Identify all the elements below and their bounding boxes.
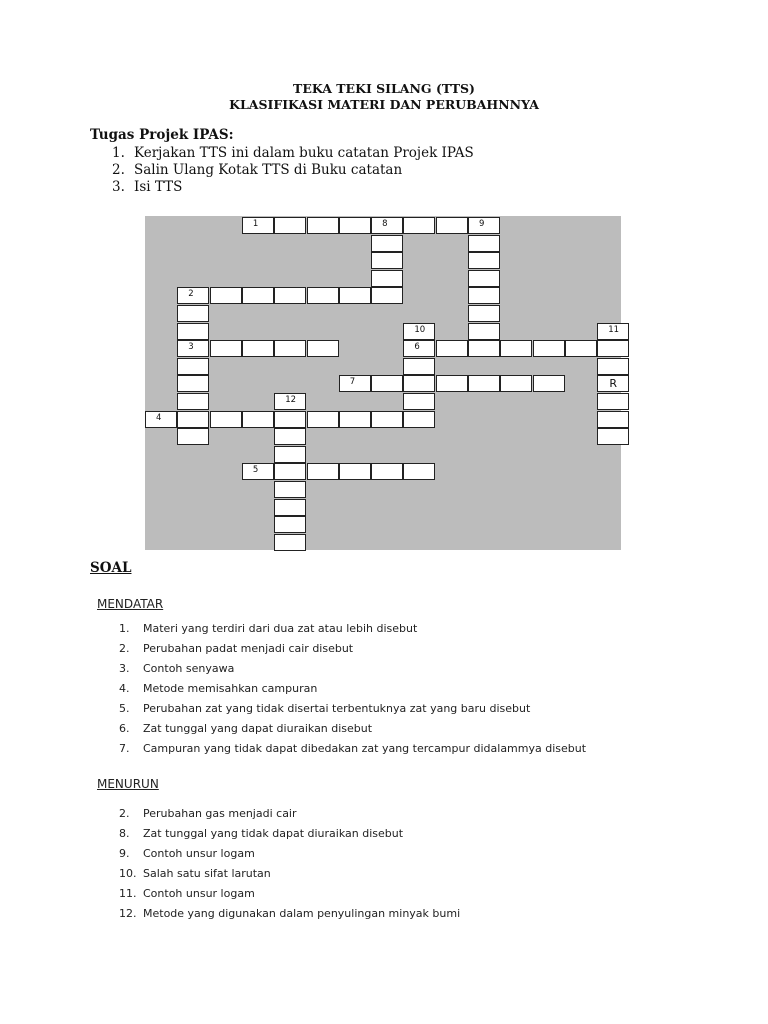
- crossword-cell: [468, 217, 500, 234]
- crossword-cell: [597, 393, 629, 410]
- crossword-cell: [210, 287, 242, 304]
- crossword-cell: [339, 411, 371, 428]
- crossword-cell: [274, 340, 306, 357]
- crossword-cell: [339, 375, 371, 392]
- clue-number: 1.: [119, 622, 130, 635]
- crossword-cell: [210, 340, 242, 357]
- clue-number-label: 5: [252, 465, 259, 476]
- clue-number: 10.: [119, 867, 137, 880]
- clue-text: Contoh senyawa: [143, 662, 235, 675]
- crossword-cell: [177, 428, 209, 445]
- crossword-cell: [177, 323, 209, 340]
- crossword-cell: [242, 217, 274, 234]
- clue-number: 6.: [119, 722, 130, 735]
- clue-text: Contoh unsur logam: [143, 887, 255, 900]
- crossword-cell: [242, 287, 274, 304]
- crossword-cell: [597, 411, 629, 428]
- clue-across: [119, 642, 353, 655]
- clue-number-label: 1: [252, 219, 259, 229]
- clue-text: Materi yang terdiri dari dua zat atau lebih disebut: [143, 622, 418, 635]
- soal-heading: SOAL: [90, 560, 132, 576]
- crossword-cell: [274, 217, 306, 234]
- crossword-cell: [436, 375, 468, 392]
- crossword-cell: [274, 534, 306, 551]
- crossword-cell: [533, 340, 565, 357]
- crossword-cell: [274, 446, 306, 463]
- task-number: 1.: [112, 145, 125, 161]
- clue-text: Perubahan zat yang tidak disertai terbentuknya zat yang baru disebut: [143, 702, 531, 715]
- clue-across: [119, 622, 417, 635]
- crossword-cell: [403, 340, 435, 357]
- crossword-cell: [177, 411, 209, 428]
- crossword-cell: [274, 463, 306, 480]
- crossword-cell: [533, 375, 565, 392]
- crossword-cell: [468, 305, 500, 322]
- crossword-cell: [339, 217, 371, 234]
- clue-across: [119, 702, 530, 715]
- crossword-cell: [210, 411, 242, 428]
- clue-text: Campuran yang tidak dapat dibedakan zat yang tercampur didalammya disebut: [143, 742, 587, 755]
- clue-number-label: 6: [414, 342, 420, 353]
- clue-text: Zat tunggal yang dapat diuraikan disebut: [143, 722, 373, 735]
- task-text: Kerjakan TTS ini dalam buku catatan Projek IPAS: [134, 145, 474, 161]
- crossword-cell: [565, 340, 597, 357]
- clue-down: [119, 867, 271, 880]
- clue-number: 2.: [119, 642, 130, 655]
- crossword-cell: [597, 340, 629, 357]
- clue-number: 12.: [119, 907, 137, 920]
- crossword-grid: [145, 216, 621, 550]
- clue-number: 8.: [119, 827, 130, 840]
- task-text: Salin Ulang Kotak TTS di Buku catatan: [134, 162, 403, 178]
- crossword-cell: [177, 375, 209, 392]
- clue-down: [119, 807, 297, 820]
- clue-down: [119, 907, 460, 920]
- crossword-cell: [597, 358, 629, 375]
- crossword-cell: [371, 270, 403, 287]
- crossword-cell: [597, 428, 629, 445]
- clue-number: 7.: [119, 742, 130, 755]
- clue-text: Contoh unsur logam: [143, 847, 255, 860]
- crossword-cell: [468, 287, 500, 304]
- crossword-cell: [468, 270, 500, 287]
- task-item: [112, 145, 474, 161]
- crossword-cell: [403, 411, 435, 428]
- clue-number: 3.: [119, 662, 130, 675]
- task-item: [112, 162, 402, 178]
- task-text: Isi TTS: [134, 179, 183, 195]
- task-number: 3.: [112, 179, 125, 195]
- clue-text: Zat tunggal yang tidak dapat diuraikan disebut: [143, 827, 404, 840]
- crossword-cell: [307, 340, 339, 357]
- crossword-cell: [274, 393, 306, 410]
- clue-text: Metode memisahkan campuran: [143, 682, 318, 695]
- clue-number-label: 11: [608, 324, 620, 335]
- clue-down: [119, 847, 255, 860]
- clue-number-label: 12: [285, 395, 297, 405]
- document-subtitle: KLASIFIKASI MATERI DAN PERUBAHNNYA: [229, 97, 539, 112]
- clue-number: 11.: [119, 887, 137, 900]
- task-item: [112, 179, 182, 195]
- crossword-cell: [274, 287, 306, 304]
- crossword-cell: [371, 235, 403, 252]
- clue-down: [119, 887, 255, 900]
- filled-letter: R: [609, 377, 618, 391]
- clue-text: Salah satu sifat larutan: [143, 867, 271, 880]
- crossword-cell: [242, 340, 274, 357]
- crossword-cell: [597, 323, 629, 340]
- mendatar-heading: MENDATAR: [97, 597, 164, 611]
- crossword-cell: [145, 411, 177, 428]
- crossword-cell: [274, 499, 306, 516]
- crossword-cell: [436, 340, 468, 357]
- crossword-cell: [436, 217, 468, 234]
- crossword-cell: [500, 340, 532, 357]
- crossword-cell: [371, 287, 403, 304]
- crossword-cell: [403, 358, 435, 375]
- crossword-cell: [371, 217, 403, 234]
- crossword-cell: [500, 375, 532, 392]
- menurun-heading: MENURUN: [97, 777, 159, 791]
- clue-across: [119, 722, 372, 735]
- crossword-cell: [307, 411, 339, 428]
- clue-number: 9.: [119, 847, 130, 860]
- crossword-cell: [177, 287, 209, 304]
- clue-text: Perubahan padat menjadi cair disebut: [143, 642, 354, 655]
- crossword-cell: [274, 516, 306, 533]
- clue-number: 4.: [119, 682, 130, 695]
- clue-number: 2.: [119, 807, 130, 820]
- crossword-cell: [468, 375, 500, 392]
- crossword-cell: [177, 393, 209, 410]
- crossword-cell: [307, 287, 339, 304]
- crossword-cell: [339, 287, 371, 304]
- clue-text: Metode yang digunakan dalam penyulingan minyak bumi: [143, 907, 461, 920]
- crossword-cell: [403, 375, 435, 392]
- crossword-cell: [597, 375, 629, 392]
- crossword-cell: [403, 393, 435, 410]
- crossword-cell: [307, 463, 339, 480]
- crossword-cell: [177, 305, 209, 322]
- crossword-cell: [371, 375, 403, 392]
- clue-across: [119, 662, 234, 675]
- crossword-cell: [468, 235, 500, 252]
- crossword-cell: [371, 252, 403, 269]
- clue-number-label: 10: [414, 324, 426, 335]
- clue-number-label: 8: [382, 219, 388, 229]
- clue-number-label: 9: [479, 219, 485, 229]
- clue-across: [119, 682, 317, 695]
- clue-number: 5.: [119, 702, 130, 715]
- crossword-cell: [403, 463, 435, 480]
- crossword-cell: [403, 217, 435, 234]
- crossword-cell: [242, 411, 274, 428]
- crossword-cell: [177, 340, 209, 357]
- clue-text: Perubahan gas menjadi cair: [143, 807, 297, 820]
- document-title: TEKA TEKI SILANG (TTS): [293, 81, 475, 96]
- crossword-cell: [371, 411, 403, 428]
- crossword-cell: [403, 323, 435, 340]
- tugas-heading: Tugas Projek IPAS:: [90, 127, 234, 143]
- crossword-cell: [339, 463, 371, 480]
- clue-number-label: 3: [188, 342, 194, 353]
- clue-down: [119, 827, 403, 840]
- crossword-cell: [177, 358, 209, 375]
- crossword-cell: [371, 463, 403, 480]
- task-number: 2.: [112, 162, 125, 178]
- clue-number-label: 7: [349, 377, 356, 388]
- crossword-cell: [468, 323, 500, 340]
- crossword-cell: [468, 252, 500, 269]
- crossword-cell: [307, 217, 339, 234]
- crossword-cell: [242, 463, 274, 480]
- crossword-cell: [468, 340, 500, 357]
- crossword-cell: [274, 428, 306, 445]
- clue-number-label: 2: [188, 289, 194, 300]
- crossword-cell: [274, 411, 306, 428]
- crossword-cell: [274, 481, 306, 498]
- clue-number-label: 4: [156, 412, 162, 423]
- clue-across: [119, 742, 586, 755]
